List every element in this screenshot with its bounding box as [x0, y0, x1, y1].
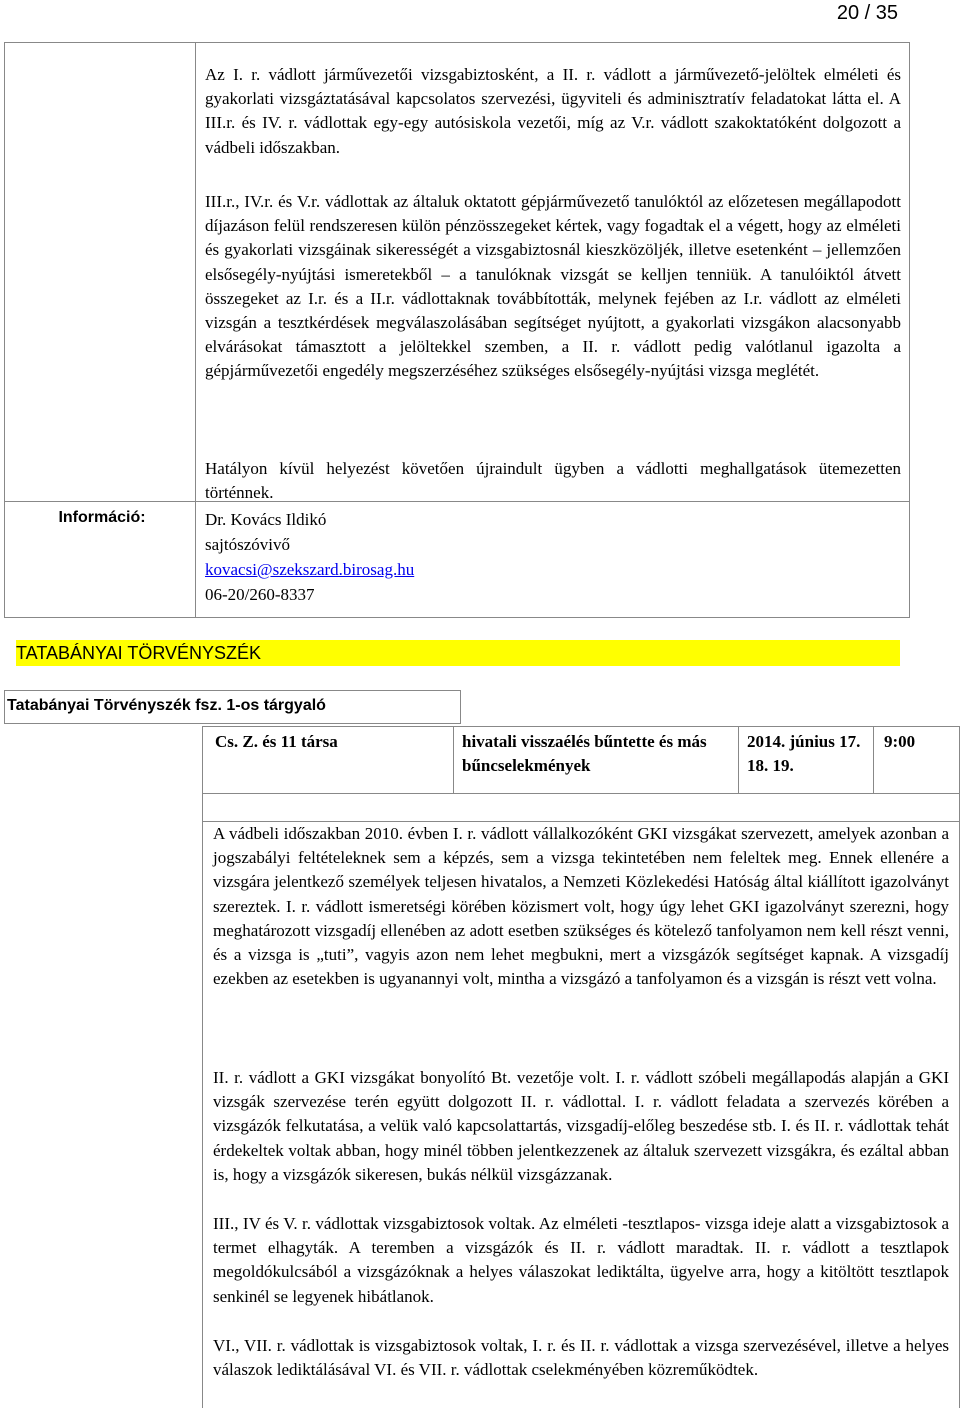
contact-phone: 06-20/260-8337	[205, 585, 315, 604]
page-number: 20 / 35	[836, 2, 898, 24]
case-description	[202, 822, 960, 1408]
case-time: 9:00	[873, 727, 959, 793]
case-paragraph-3: III., IV és V. r. vádlottak vizsgabiztosok voltak. Az elméleti -tesztlapos- vizsga ideje alatt a vizsgabiztosok a termet elhagyták. A teremben a vizsgázók és II. r. vádlott maradtak. II. r. vádlott a tesztlapok megoldókulcsából a vizsgázóknak a helyes válaszokat lediktálta, ügyelve arra, hogy a kitöltött tesztlapok senkinél se legyenek hibátlanok.	[213, 1214, 949, 1306]
case-paragraph-2: II. r. vádlott a GKI vizsgákat bonyolító Bt. vezetője volt. I. r. vádlott szóbeli megállapodás alapján a GKI vizsgák szervezése terén együtt dolgozott II. r. vádlottal. I. r. vádlott feladata a szervezés körében a vizsgázók felkutatása, a velük való kapcsolattartás, vizsgadíj-előleg beszedése stb. I. és II. r. vádlottak tehát érdekeltek voltak abban, hogy minél többen jelentkezzenek az általuk szervezett vizsgákra, és ezáltal abban is, hogy a vizsgázók sikeresen, bukás nélkül vizsgázzanak.	[213, 1068, 949, 1184]
case-row	[202, 726, 960, 794]
empty-row	[202, 794, 960, 822]
description-paragraph-2: III.r., IV.r. és V.r. vádlottak az általuk oktatott gépjárművezető tanulóktól az előzetesen megállapodott díjazáson felül rendszeresen külön pénzösszegeket kértek, vagy fogadtak el a végett, hogy az elméleti és gyakorlati vizsgáinak sikerességét a vizsgabiztosnál kieszközöljék, illetve esetenként – jellemzően elsősegély-nyújtási ismeretekből – a tanulóknak vizsgát se kelljen tenniük. A tanulóiktól átvett összegeket az I.r. és a II.r. vádlottaknak továbbították, melynek fejében az I.r. vádlott az elméleti vizsgán a tesztkérdések megválaszolásában segítséget nyújtott, a gyakorlati vizsgákon alacsonyabb elvárásokat támasztott a jelöltekkel szemben, a II. r. vádlott pedig valótlanul igazolta a gépjárművezetői engedély megszerzéséhez szükséges elsősegély-nyújtási vizsga meglétét.	[205, 192, 901, 381]
case-paragraph-1: A vádbeli időszakban 2010. évben I. r. vádlott vállalkozóként GKI vizsgákat szervezett, amelyek azonban a jogszabályi feltételeknek sem a képzés, sem a vizsga tekintetében nem feleltek meg. Ennek ellenére a vizsgára jelentkező személyek teljesen hivatalos, a Nemzeti Közlekedési Hatóság által kiállított igazolványt szereztek. I. r. vádlott ismeretségi körében közismert volt, hogy úgy lehet GKI igazolványt szerezni, hogy meghatározott vizsgadíj ellenében az adott esetben szükséges és kötelező tanfolyamon nem kell részt venni, és a vizsga is „tuti”, vagyis azon nem lehet megbukni, mert a vizsgázók segítséget kapnak. A vizsgadíj ezekben az esetekben is ugyanannyi volt, mintha a vizsgázó a tanfolyamon és a vizsgán is részt vett volna.	[213, 824, 949, 989]
courtroom-label: Tatabányai Törvényszék fsz. 1-os tárgyaló	[4, 690, 461, 724]
case-charge: hivatali visszaélés bűntette és más bűncselekmények	[453, 727, 738, 793]
contact-role: sajtószóvivő	[205, 535, 290, 554]
contact-email-link[interactable]: kovacsi@szekszard.birosag.hu	[205, 560, 415, 579]
info-table	[4, 42, 910, 618]
case-paragraph-4: VI., VII. r. vádlottak is vizsgabiztosok voltak, I. r. és II. r. vádlottak a vizsga szervezésével, illetve a helyes válaszok lediktálásával VI. és VII. r. vádlottak cselekményében közreműködtek.	[213, 1336, 949, 1380]
contact-name: Dr. Kovács Ildikó	[205, 510, 327, 529]
description-paragraph-3: Hatályon kívül helyezést követően újraindult ügyben a vádlotti meghallgatások ütemezetten történnek.	[205, 459, 901, 503]
info-label: Információ:	[58, 509, 146, 526]
contact-block	[205, 507, 414, 607]
label-column	[5, 43, 196, 617]
description-paragraph-1: Az I. r. vádlott járművezetői vizsgabiztosként, a II. r. vádlott a járművezető-jelöltek elméleti és gyakorlati vizsgáztatásával kapcsolatos szervezési, ügyviteli és adminisztratív feladatokat látta el. A III.r. és IV. r. vádlottak egy-egy autósiskola vezetői, míg az V.r. vádlott szakoktatóként dolgozott a vádbeli időszakban.	[205, 65, 901, 157]
court-heading: TATABÁNYAI TÖRVÉNYSZÉK	[16, 640, 900, 666]
case-defendants: Cs. Z. és 11 társa	[215, 732, 338, 751]
case-dates: 2014. június 17. 18. 19.	[738, 727, 873, 793]
